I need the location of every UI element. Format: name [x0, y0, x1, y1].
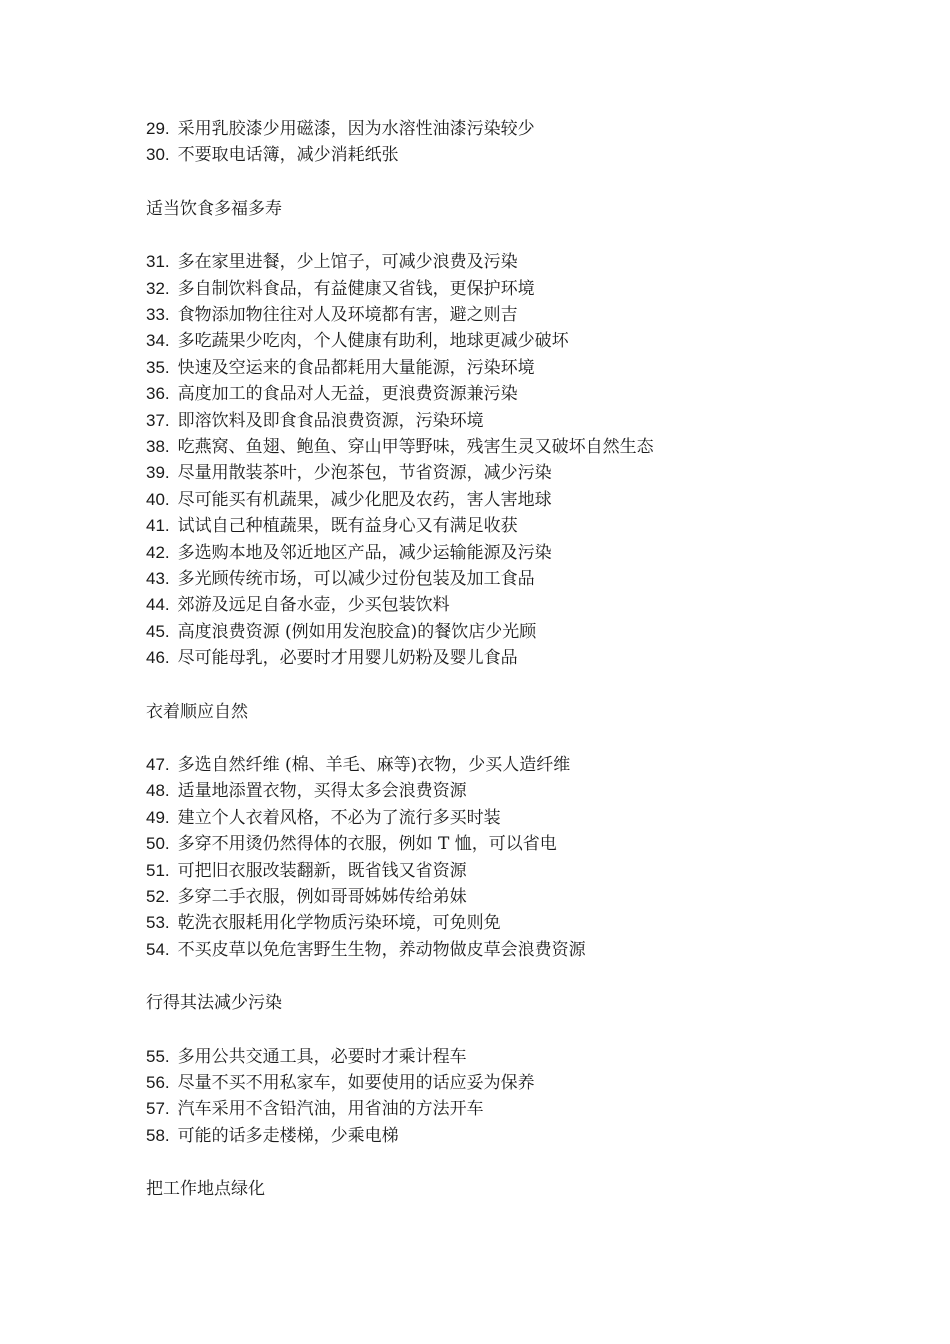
- list-item: [146, 939, 586, 961]
- item-text: 乾洗衣服耗用化学物质污染环境，可免则免: [177, 913, 501, 933]
- item-number: 47.: [146, 755, 170, 774]
- list-item: [146, 144, 399, 166]
- item-text: 高度浪费资源 (例如用发泡胶盒)的餐饮店少光顾: [177, 622, 537, 642]
- item-number: 43.: [146, 569, 170, 588]
- list-item: [146, 807, 501, 829]
- item-text: 即溶饮料及即食食品浪费资源，污染环境: [177, 411, 484, 431]
- section-heading: 行得其法减少污染: [146, 993, 282, 1013]
- item-number: 41.: [146, 516, 170, 535]
- list-item: [146, 251, 518, 273]
- list-item: [146, 1125, 399, 1147]
- list-item: [146, 304, 518, 326]
- list-item: [146, 647, 518, 669]
- item-number: 55.: [146, 1047, 170, 1066]
- item-number: 40.: [146, 490, 170, 509]
- item-number: 56.: [146, 1073, 170, 1092]
- item-number: 48.: [146, 781, 170, 800]
- item-text: 采用乳胶漆少用磁漆，因为水溶性油漆污染较少: [177, 119, 535, 139]
- item-number: 39.: [146, 463, 170, 482]
- item-text: 郊游及远足自备水壶，少买包装饮料: [177, 595, 450, 615]
- list-item: [146, 542, 552, 564]
- list-item: [146, 1046, 467, 1068]
- item-text: 多光顾传统市场，可以减少过份包装及加工食品: [177, 569, 535, 589]
- item-text: 吃燕窝、鱼翅、鲍鱼、穿山甲等野味，残害生灵又破坏自然生态: [177, 437, 654, 457]
- list-item: [146, 860, 467, 882]
- item-number: 35.: [146, 358, 170, 377]
- list-item: [146, 118, 535, 140]
- item-text: 多自制饮料食品，有益健康又省钱，更保护环境: [177, 279, 535, 299]
- list-item: [146, 410, 484, 432]
- list-item: [146, 357, 535, 379]
- list-item: [146, 330, 569, 352]
- list-item: [146, 515, 518, 537]
- item-text: 多选购本地及邻近地区产品，减少运输能源及污染: [177, 543, 552, 563]
- item-text: 高度加工的食品对人无益，更浪费资源兼污染: [177, 384, 518, 404]
- item-text: 尽量用散装茶叶，少泡茶包，节省资源，减少污染: [177, 463, 552, 483]
- item-text: 多穿二手衣服，例如哥哥姊姊传给弟妹: [177, 887, 467, 907]
- item-number: 58.: [146, 1126, 170, 1145]
- item-number: 42.: [146, 543, 170, 562]
- list-item: [146, 489, 552, 511]
- list-item: [146, 1098, 484, 1120]
- item-text: 尽可能买有机蔬果，减少化肥及农药，害人害地球: [177, 490, 552, 510]
- item-number: 50.: [146, 834, 170, 853]
- item-text: 可把旧衣服改装翻新，既省钱又省资源: [177, 861, 467, 881]
- item-text: 多在家里进餐，少上馆子，可减少浪费及污染: [177, 252, 518, 272]
- item-text: 多选自然纤维 (棉、羊毛、麻等)衣物，少买人造纤维: [177, 755, 571, 775]
- item-text: 多用公共交通工具，必要时才乘计程车: [177, 1047, 467, 1067]
- item-text: 汽车采用不含铅汽油，用省油的方法开车: [177, 1099, 484, 1119]
- item-number: 51.: [146, 861, 170, 880]
- item-number: 33.: [146, 305, 170, 324]
- list-item: [146, 594, 450, 616]
- item-text: 适量地添置衣物，买得太多会浪费资源: [177, 781, 467, 801]
- section-heading: 适当饮食多福多寿: [146, 199, 282, 219]
- item-number: 38.: [146, 437, 170, 456]
- list-item: [146, 1072, 535, 1094]
- item-number: 45.: [146, 622, 170, 641]
- list-item: [146, 436, 654, 458]
- item-text: 尽量不买不用私家车，如要使用的话应妥为保养: [177, 1073, 535, 1093]
- list-item: [146, 621, 536, 643]
- item-number: 34.: [146, 331, 170, 350]
- item-text: 多穿不用烫仍然得体的衣服，例如 T 恤，可以省电: [177, 834, 557, 854]
- item-number: 53.: [146, 913, 170, 932]
- item-text: 快速及空运来的食品都耗用大量能源，污染环境: [177, 358, 535, 378]
- list-item: [146, 383, 518, 405]
- item-number: 52.: [146, 887, 170, 906]
- section-heading: 把工作地点绿化: [146, 1179, 265, 1199]
- list-item: [146, 568, 535, 590]
- list-item: [146, 278, 535, 300]
- item-text: 不要取电话簿，减少消耗纸张: [177, 145, 399, 165]
- item-number: 57.: [146, 1099, 170, 1118]
- item-number: 29.: [146, 119, 170, 138]
- list-item: [146, 780, 467, 802]
- section-heading: 衣着顺应自然: [146, 702, 248, 722]
- item-text: 建立个人衣着风格，不必为了流行多买时装: [177, 808, 501, 828]
- item-number: 32.: [146, 279, 170, 298]
- list-item: [146, 912, 501, 934]
- item-number: 37.: [146, 411, 170, 430]
- item-text: 可能的话多走楼梯，少乘电梯: [177, 1126, 399, 1146]
- item-text: 食物添加物往往对人及环境都有害，避之则吉: [177, 305, 518, 325]
- item-number: 30.: [146, 145, 170, 164]
- list-item: [146, 833, 557, 855]
- item-number: 36.: [146, 384, 170, 403]
- item-text: 多吃蔬果少吃肉，个人健康有助利，地球更减少破坏: [177, 331, 569, 351]
- item-number: 31.: [146, 252, 170, 271]
- list-item: [146, 462, 552, 484]
- item-number: 46.: [146, 648, 170, 667]
- item-text: 尽可能母乳，必要时才用婴儿奶粉及婴儿食品: [177, 648, 518, 668]
- list-item: [146, 886, 467, 908]
- list-item: [146, 754, 570, 776]
- item-text: 不买皮草以免危害野生生物，养动物做皮草会浪费资源: [177, 940, 586, 960]
- item-number: 54.: [146, 940, 170, 959]
- item-text: 试试自己种植蔬果，既有益身心又有满足收获: [177, 516, 518, 536]
- item-number: 44.: [146, 595, 170, 614]
- item-number: 49.: [146, 808, 170, 827]
